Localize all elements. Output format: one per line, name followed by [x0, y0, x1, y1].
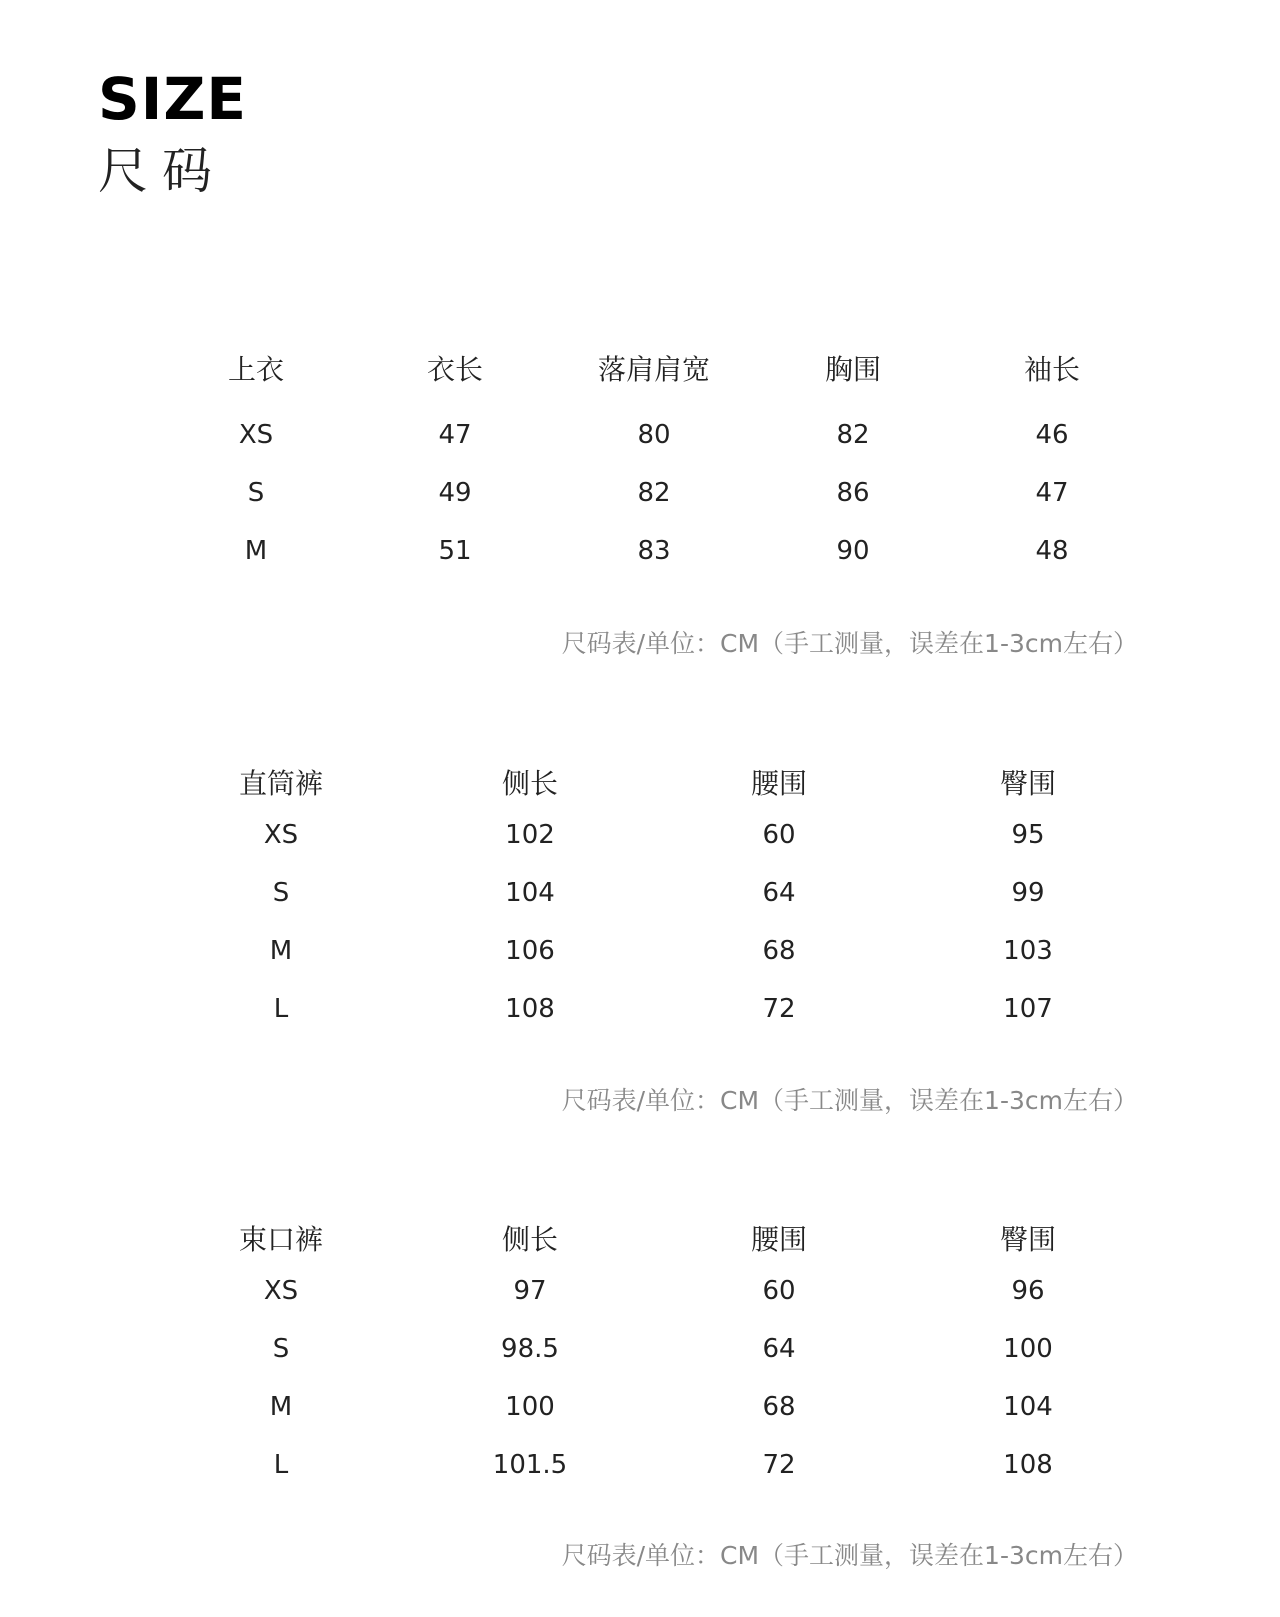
value-cell: 107 — [1003, 994, 1053, 1024]
table-row — [0, 815, 1280, 855]
value-cell: 64 — [762, 878, 796, 908]
value-cell: 102 — [505, 820, 555, 850]
value-cell: 99 — [1011, 878, 1045, 908]
header-cell: 落肩肩宽 — [597, 353, 710, 386]
size-cell: L — [273, 1450, 289, 1480]
value-cell: 86 — [836, 478, 870, 508]
value-cell: 104 — [1003, 1392, 1053, 1422]
table-header-row — [0, 1220, 1280, 1260]
header-cell: 侧长 — [501, 767, 558, 800]
table-header-row — [0, 350, 1280, 390]
header-cell: 直筒裤 — [238, 767, 323, 800]
value-cell: 106 — [505, 936, 555, 966]
table-row — [0, 1445, 1280, 1485]
header-cell: 臀围 — [999, 1223, 1056, 1256]
value-cell: 82 — [637, 478, 671, 508]
header-cell: 腰围 — [750, 767, 807, 800]
value-cell: 97 — [513, 1276, 547, 1306]
value-cell: 103 — [1003, 936, 1053, 966]
value-cell: 72 — [762, 1450, 796, 1480]
size-cell: L — [273, 994, 289, 1024]
value-cell: 108 — [1003, 1450, 1053, 1480]
size-cell: S — [247, 478, 265, 508]
value-cell: 47 — [1035, 478, 1069, 508]
table-row — [0, 1387, 1280, 1427]
size-cell: M — [269, 1392, 293, 1422]
header-cell: 腰围 — [750, 1223, 807, 1256]
header-cell: 臀围 — [999, 767, 1056, 800]
header-cell: 束口裤 — [238, 1223, 323, 1256]
value-cell: 64 — [762, 1334, 796, 1364]
page-title-zh: 尺码 — [98, 142, 226, 200]
unit-note: 尺码表/单位：CM（手工测量，误差在1-3cm左右） — [561, 1541, 1138, 1570]
table-row — [0, 531, 1280, 571]
value-cell: 72 — [762, 994, 796, 1024]
value-cell: 60 — [762, 1276, 796, 1306]
value-cell: 68 — [762, 936, 796, 966]
value-cell: 100 — [1003, 1334, 1053, 1364]
header-cell: 衣长 — [426, 353, 483, 386]
value-cell: 48 — [1035, 536, 1069, 566]
value-cell: 46 — [1035, 420, 1069, 450]
unit-note: 尺码表/单位：CM（手工测量，误差在1-3cm左右） — [561, 629, 1138, 658]
size-cell: XS — [238, 420, 274, 450]
header-cell: 侧长 — [501, 1223, 558, 1256]
size-cell: XS — [263, 1276, 299, 1306]
unit-note: 尺码表/单位：CM（手工测量，误差在1-3cm左右） — [561, 1086, 1138, 1115]
value-cell: 90 — [836, 536, 870, 566]
size-cell: M — [269, 936, 293, 966]
value-cell: 96 — [1011, 1276, 1045, 1306]
table-row — [0, 873, 1280, 913]
value-cell: 68 — [762, 1392, 796, 1422]
size-cell: M — [244, 536, 268, 566]
value-cell: 101.5 — [492, 1450, 568, 1480]
header-cell: 上衣 — [227, 353, 284, 386]
size-cell: XS — [263, 820, 299, 850]
value-cell: 95 — [1011, 820, 1045, 850]
size-cell: S — [272, 878, 290, 908]
table-header-row — [0, 764, 1280, 804]
value-cell: 104 — [505, 878, 555, 908]
table-row — [0, 989, 1280, 1029]
table-row — [0, 473, 1280, 513]
size-cell: S — [272, 1334, 290, 1364]
header-cell: 胸围 — [824, 353, 881, 386]
page-title-en: SIZE — [98, 65, 248, 133]
header-cell: 袖长 — [1023, 353, 1080, 386]
value-cell: 80 — [637, 420, 671, 450]
value-cell: 83 — [637, 536, 671, 566]
table-row — [0, 1271, 1280, 1311]
table-row — [0, 1329, 1280, 1369]
value-cell: 108 — [505, 994, 555, 1024]
table-row — [0, 415, 1280, 455]
value-cell: 82 — [836, 420, 870, 450]
value-cell: 60 — [762, 820, 796, 850]
value-cell: 47 — [438, 420, 472, 450]
value-cell: 49 — [438, 478, 472, 508]
table-row — [0, 931, 1280, 971]
value-cell: 51 — [438, 536, 472, 566]
value-cell: 98.5 — [501, 1334, 559, 1364]
value-cell: 100 — [505, 1392, 555, 1422]
